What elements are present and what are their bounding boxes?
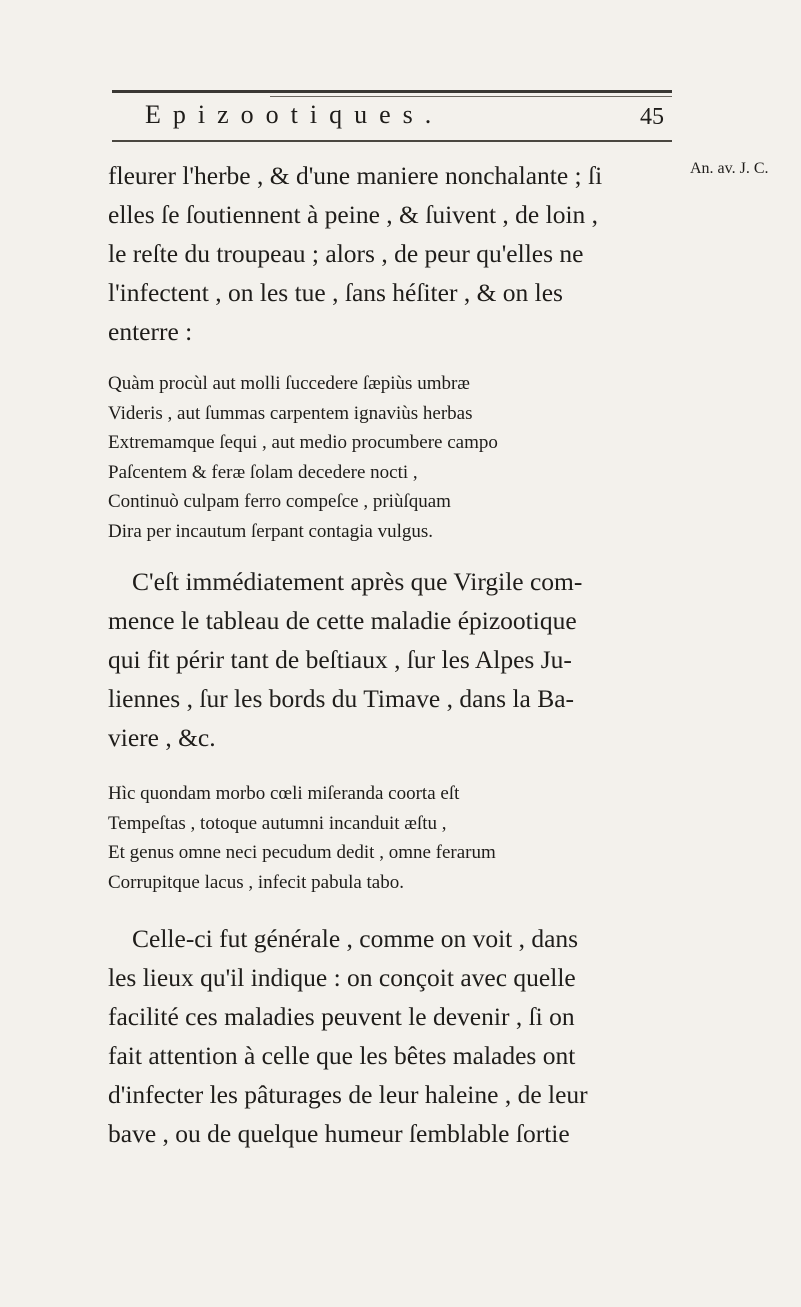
header-rule	[112, 140, 672, 142]
verse-quote-2	[108, 779, 683, 897]
text-line: fleurer l'herbe , & d'une maniere nonchalante ; ſi	[108, 161, 603, 190]
verse-line: Hìc quondam morbo cœli miſeranda coorta eſt	[108, 783, 460, 804]
text-line: elles ſe ſoutiennent à peine , & ſuivent , de loin ,	[108, 200, 599, 229]
text-line: C'eſt immédiatement après que Virgile com-	[132, 567, 583, 596]
text-line: fait attention à celle que les bêtes malades ont	[108, 1041, 576, 1070]
margin-note: An. av. J. C.	[690, 160, 769, 177]
text-block	[108, 150, 683, 1153]
text-line: qui fit périr tant de beſtiaux , ſur les Alpes Ju-	[108, 645, 572, 674]
paragraph-3	[108, 919, 683, 1153]
text-line: le reſte du troupeau ; alors , de peur qu'elles ne	[108, 239, 584, 268]
text-line: enterre :	[108, 317, 193, 346]
text-line: d'infecter les pâturages de leur haleine , de leur	[108, 1080, 588, 1109]
verse-line: Corrupitque lacus , infecit pabula tabo.	[108, 871, 404, 893]
verse-line: Videris , aut ſummas carpentem ignaviùs herbas	[108, 402, 473, 424]
text-line: mence le tableau de cette maladie épizootique	[108, 606, 577, 635]
running-head: Epizootiques.	[145, 100, 444, 129]
text-line: l'infectent , on les tue , ſans héſiter , & on les	[108, 278, 563, 307]
verse-line: Tempeſtas , totoque autumni incanduit æſtu ,	[108, 812, 447, 834]
text-line: liennes , ſur les bords du Timave , dans la Ba-	[108, 684, 575, 713]
verse-line: Continuò culpam ferro compeſce , priùſquam	[108, 491, 451, 512]
text-line: facilité ces maladies peuvent le devenir , ſi on	[108, 1002, 575, 1031]
verse-line: Dira per incautum ſerpant contagia vulgus.	[108, 520, 434, 542]
verse-line: Paſcentem & feræ ſolam decedere nocti ,	[108, 461, 418, 483]
top-thin-rule	[270, 96, 672, 97]
page-number: 45	[640, 104, 664, 130]
text-line: les lieux qu'il indique : on conçoit avec quelle	[108, 963, 576, 992]
verse-line: Extremamque ſequi , aut medio procumbere campo	[108, 432, 498, 453]
verse-line: Quàm procùl aut molli ſuccedere ſæpiùs umbræ	[108, 373, 470, 394]
top-ornament-rule	[112, 90, 672, 93]
paragraph-1	[108, 156, 683, 351]
text-line: Celle-ci fut générale , comme on voit , dans	[132, 924, 579, 953]
verse-line: Et genus omne neci pecudum dedit , omne ferarum	[108, 842, 496, 863]
paragraph-2	[108, 562, 683, 757]
text-line: bave , ou de quelque humeur ſemblable ſortie	[108, 1119, 570, 1148]
text-line: viere , &c.	[108, 723, 216, 752]
verse-quote-1	[108, 369, 683, 546]
